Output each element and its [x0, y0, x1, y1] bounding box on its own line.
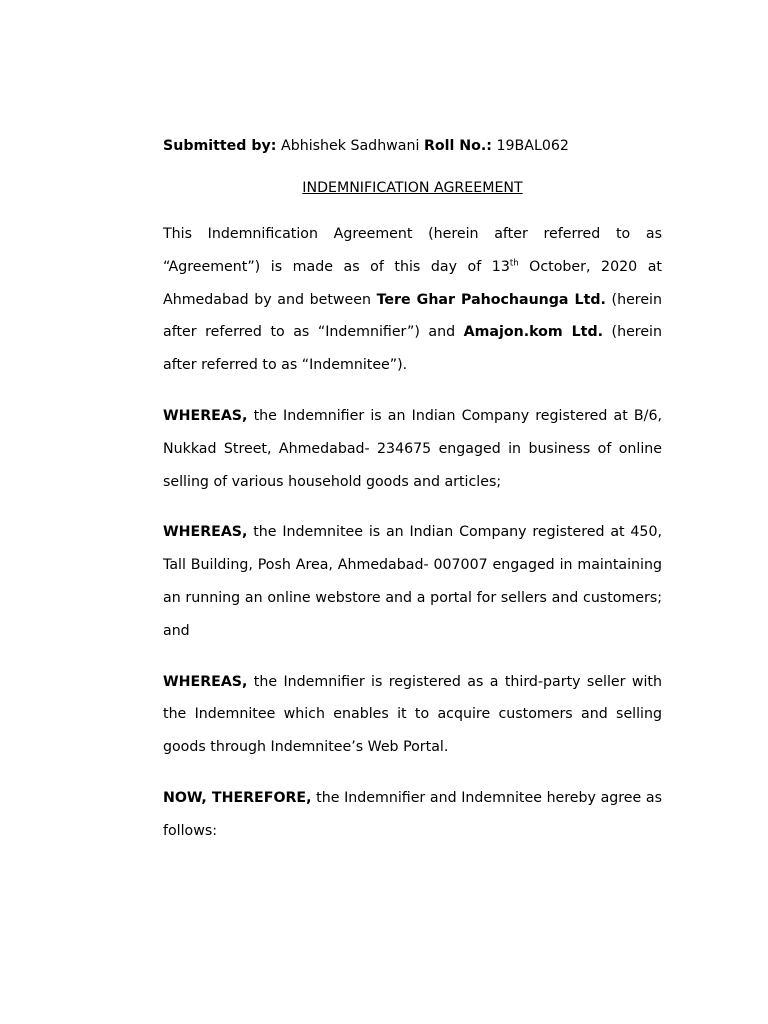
submitter-name: Abhishek Sadhwani: [281, 138, 420, 154]
submitted-by-line: [163, 134, 662, 158]
document-body: [163, 134, 662, 848]
intro-text-1: This Indemnification Agreement (herein after referred to as “Agreement”) is made as of this day of 13: [163, 226, 662, 275]
intro-paragraph: [163, 218, 662, 382]
whereas-lead-3: WHEREAS,: [163, 673, 248, 690]
intro-text-2: October, 2020 at Ahmedabad by and between: [163, 258, 662, 308]
whereas-text-2: the Indemnitee is an Indian Company registered at 450, Tall Building, Posh Area, Ahmedabad- 007007 engaged in maintaining an running an online webstore and a portal for sellers and customers; and: [163, 524, 662, 639]
indemnifier-name: Tere Ghar Pahochaunga Ltd.: [376, 291, 606, 308]
document-title: INDEMNIFICATION AGREEMENT: [302, 180, 523, 196]
indemnitee-name: Amajon.kom Ltd.: [463, 324, 604, 341]
roll-number-label: Roll No.:: [423, 138, 492, 154]
whereas-lead-2: WHEREAS,: [163, 524, 248, 541]
submitted-by-label: Submitted by:: [163, 138, 277, 154]
now-therefore-lead: NOW, THEREFORE,: [163, 789, 312, 806]
intro-text-3: (herein after referred to as “Indemnifier”) and: [163, 291, 662, 341]
now-therefore-paragraph: [163, 782, 662, 848]
whereas-text-3: the Indemnifier is registered as a third-party seller with the Indemnitee which enables it to acquire customers and selling goods through Indemnitee’s Web Portal.: [163, 673, 662, 756]
whereas-text-1: the Indemnifier is an Indian Company registered at B/6, Nukkad Street, Ahmedabad- 234675 engaged in business of online selling of various household goods and articles;: [163, 407, 662, 490]
whereas-lead-1: WHEREAS,: [163, 407, 248, 424]
now-therefore-text: the Indemnifier and Indemnitee hereby agree as follows:: [163, 789, 662, 839]
ordinal-suffix: th: [509, 258, 519, 269]
whereas-paragraph-2: [163, 516, 662, 647]
whereas-paragraph-1: [163, 400, 662, 498]
roll-number-value: 19BAL062: [496, 138, 569, 154]
whereas-paragraph-3: [163, 666, 662, 764]
intro-text-4: (herein after referred to as “Indemnitee”).: [163, 324, 662, 374]
